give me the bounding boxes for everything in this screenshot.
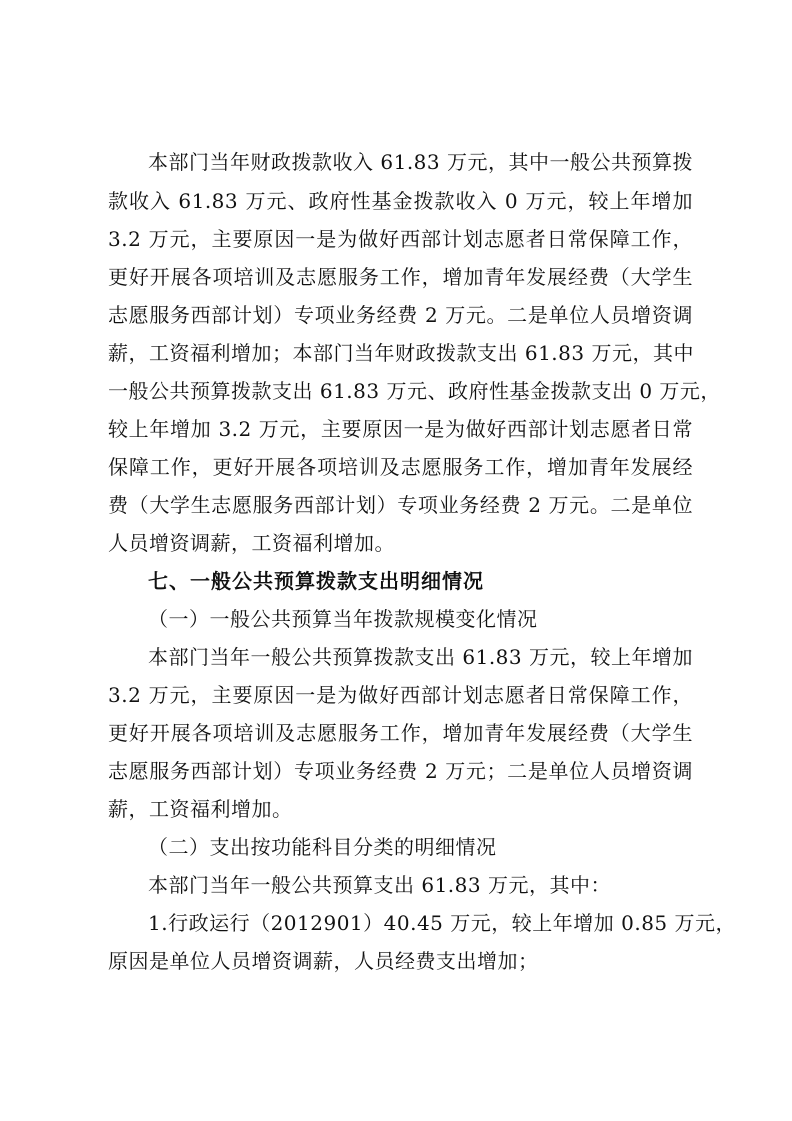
paragraph-line: 保障工作，更好开展各项培训及志愿服务工作，增加青年发展经 [108, 455, 693, 479]
paragraph-line: 志愿服务西部计划）专项业务经费 2 万元。二是单位人员增资调 [108, 303, 693, 327]
section-heading: 七、一般公共预算拨款支出明细情况 [148, 569, 484, 593]
paragraph-line: 更好开展各项培训及志愿服务工作，增加青年发展经费（大学生 [108, 265, 693, 289]
list-item-line: 1.行政运行（2012901）40.45 万元，较上年增加 0.85 万元， [148, 911, 737, 935]
subsection-heading: （二）支出按功能科目分类的明细情况 [148, 835, 497, 859]
paragraph-line: 更好开展各项培训及志愿服务工作，增加青年发展经费（大学生 [108, 721, 693, 745]
list-item-line: 原因是单位人员增资调薪，人员经费支出增加； [108, 949, 539, 973]
paragraph-line: 本部门当年一般公共预算支出 61.83 万元，其中： [148, 873, 611, 897]
paragraph-line: 3.2 万元，主要原因一是为做好西部计划志愿者日常保障工作， [108, 683, 693, 707]
paragraph-line: 费（大学生志愿服务西部计划）专项业务经费 2 万元。二是单位 [108, 493, 693, 517]
paragraph-line: 志愿服务西部计划）专项业务经费 2 万元；二是单位人员增资调 [108, 759, 693, 783]
paragraph-line: 人员增资调薪，工资福利增加。 [108, 531, 395, 555]
paragraph-line: 3.2 万元，主要原因一是为做好西部计划志愿者日常保障工作， [108, 227, 693, 251]
paragraph-line: 薪，工资福利增加；本部门当年财政拨款支出 61.83 万元，其中 [108, 341, 694, 365]
paragraph-line: 薪，工资福利增加。 [108, 797, 293, 821]
paragraph-line: 较上年增加 3.2 万元，主要原因一是为做好西部计划志愿者日常 [108, 417, 693, 441]
paragraph-line: 本部门当年财政拨款收入 61.83 万元，其中一般公共预算拨 [148, 150, 693, 174]
paragraph-line: 一般公共预算拨款支出 61.83 万元、政府性基金拨款支出 0 万元， [108, 379, 721, 403]
subsection-heading: （一）一般公共预算当年拨款规模变化情况 [148, 607, 538, 631]
paragraph-line: 本部门当年一般公共预算拨款支出 61.83 万元，较上年增加 [148, 645, 693, 669]
paragraph-line: 款收入 61.83 万元、政府性基金拨款收入 0 万元，较上年增加 [108, 189, 693, 213]
